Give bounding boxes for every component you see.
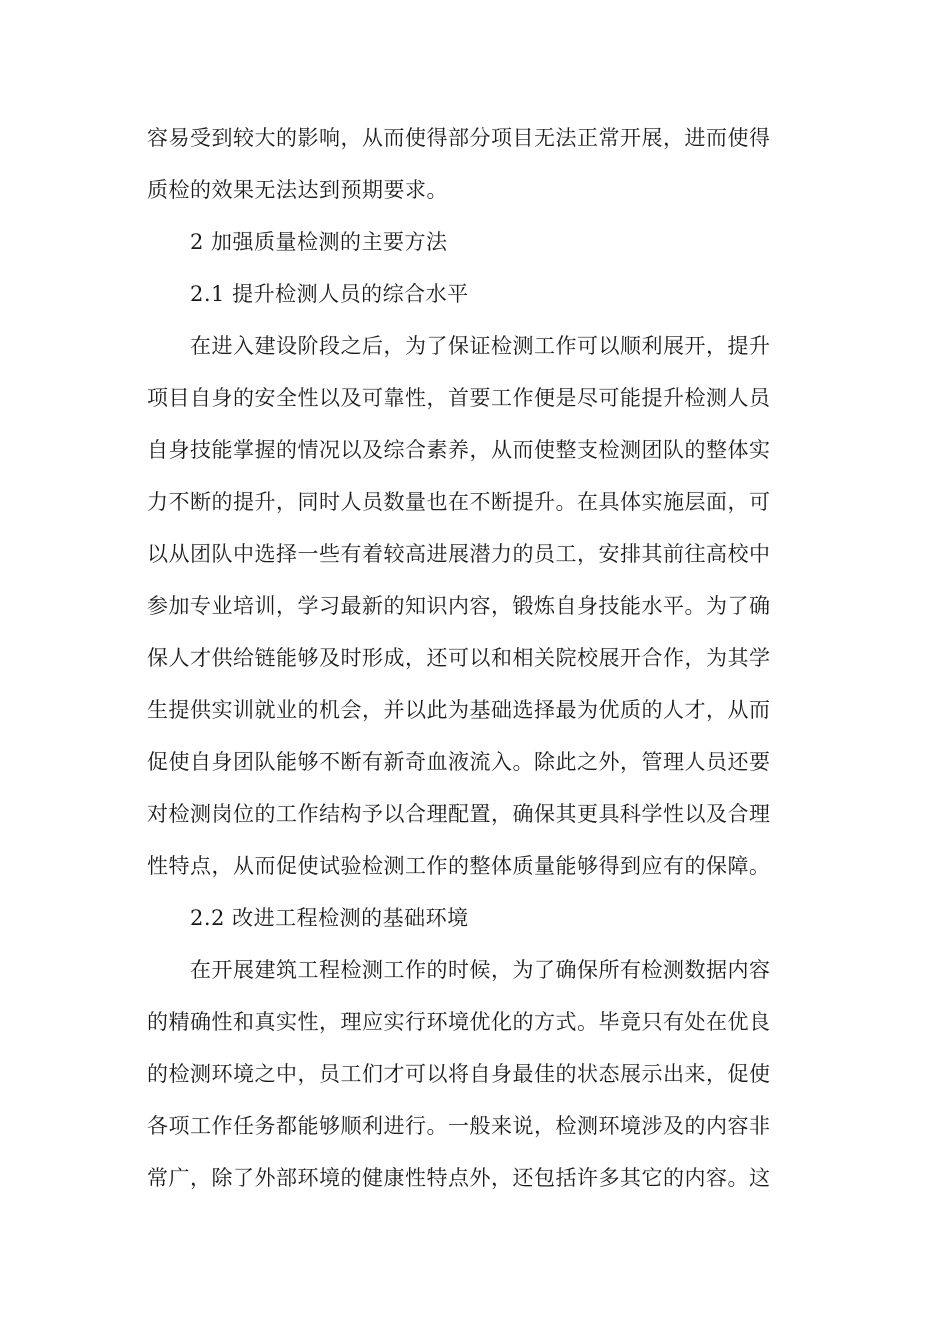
- text-line: 在进入建设阶段之后，为了保证检测工作可以顺利展开，提升: [190, 334, 771, 358]
- text-line: 保人才供给链能够及时形成，还可以和相关院校展开合作，为其学: [147, 646, 771, 670]
- text-line: 常广，除了外部环境的健康性特点外，还包括许多其它的内容。这: [147, 1166, 771, 1190]
- text-line: 对检测岗位的工作结构予以合理配置，确保其更具科学性以及合理: [147, 802, 771, 826]
- section-heading-2: 2 加强质量检测的主要方法: [190, 230, 448, 254]
- section-heading-2-1: 2.1 提升检测人员的综合水平: [190, 282, 469, 306]
- text-line: 的精确性和真实性，理应实行环境优化的方式。毕竟只有处在优良: [147, 1010, 771, 1034]
- text-line: 项目自身的安全性以及可靠性，首要工作便是尽可能提升检测人员: [147, 386, 771, 410]
- text-line: 容易受到较大的影响，从而使得部分项目无法正常开展，进而使得: [147, 126, 771, 150]
- document-page: [147, 112, 803, 1204]
- text-line: 促使自身团队能够不断有新奇血液流入。除此之外，管理人员还要: [147, 750, 771, 774]
- text-line: 在开展建筑工程检测工作的时候，为了确保所有检测数据内容: [190, 958, 771, 982]
- text-line: 质检的效果无法达到预期要求。: [147, 178, 448, 202]
- text-line: 各项工作任务都能够顺利进行。一般来说，检测环境涉及的内容非: [147, 1114, 771, 1138]
- text-line: 以从团队中选择一些有着较高进展潜力的员工，安排其前往高校中: [147, 542, 771, 566]
- section-heading-2-2: 2.2 改进工程检测的基础环境: [190, 906, 469, 930]
- text-line: 参加专业培训，学习最新的知识内容，锻炼自身技能水平。为了确: [147, 594, 771, 618]
- text-line: 自身技能掌握的情况以及综合素养，从而使整支检测团队的整体实: [147, 438, 771, 462]
- text-line: 力不断的提升，同时人员数量也在不断提升。在具体实施层面，可: [147, 490, 771, 514]
- paragraph-continuation: [147, 112, 803, 216]
- text-line: 的检测环境之中，员工们才可以将自身最佳的状态展示出来，促使: [147, 1062, 771, 1086]
- paragraph-2-2: [147, 944, 803, 1204]
- paragraph-2-1: [147, 320, 803, 892]
- text-line: 生提供实训就业的机会，并以此为基础选择最为优质的人才，从而: [147, 698, 771, 722]
- text-line: 性特点，从而促使试验检测工作的整体质量能够得到应有的保障。: [147, 854, 771, 878]
